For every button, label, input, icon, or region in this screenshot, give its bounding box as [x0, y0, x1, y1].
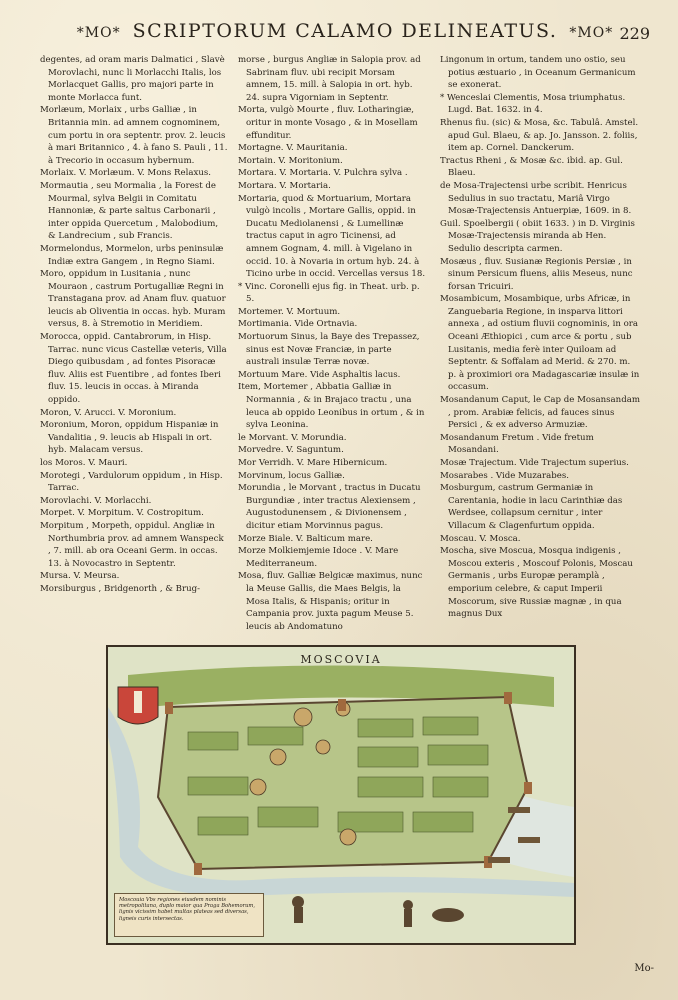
text-column-2 — [238, 54, 426, 633]
dictionary-entry: Morsiburgus , Bridgenorth , & Brug- — [40, 583, 201, 594]
dictionary-entry: Moron, V. Arucci. V. Moronium. — [40, 407, 177, 418]
dictionary-entry: Moscau. V. Mosca. — [440, 533, 521, 544]
dictionary-entry: Lingonum in ortum, tandem uno ostio, seu potius æstuario , in Oceanum Germanicum se exonerat. — [440, 55, 636, 91]
dictionary-entry: Mor Verridh. V. Mare Hibernicum. — [238, 458, 388, 468]
dictionary-entry: * Vinc. Coronelli ejus fig. in Theat. urb. p. 5. — [238, 281, 420, 305]
dictionary-entry: Mortemer. V. Mortuum. — [238, 306, 341, 317]
dictionary-entry: Mormautia , seu Mormalia , la Forest de Mourmal, sylva Belgii in Comitatu Hannoniæ, & parte saltus Carbonarii , inter oppida Quercetum , Malobodium, & Landrecium , sub Francis. — [40, 180, 219, 242]
dictionary-entry: Mortuum Mare. Vide Asphaltis lacus. — [238, 369, 401, 380]
text-column-1 — [40, 54, 228, 596]
dictionary-entry: Morlaix. V. Morlæum. V. Mons Relaxus. — [40, 168, 212, 179]
dictionary-entry: le Morvant. V. Morundia. — [238, 432, 347, 443]
dictionary-entry: Rhenus fiu. (sic) & Mosa, &c. Tabulâ. Amstel. apud Gul. Blaeu, & ap. Jo. Jansson. 2. foliis, item ap. Cornel. Danckerum. — [440, 117, 639, 154]
dictionary-entry: Mosæus , fluv. Susianæ Regionis Persiæ , in sinum Persicum fluens, aliis Meseus, nunc forsan Tricuiri. — [440, 256, 633, 292]
dictionary-entry: Mosa, fluv. Galliæ Belgicæ maximus, nunc la Meuse Gallis, die Maes Belgis, la Mosa Italis, & Hispanis; oritur in Campania prov. juxta pagum Meuse 5. leucis ab Andomatuno — [238, 571, 423, 632]
dictionary-entry: Mosburgum, castrum Germaniæ in Carentania, hodie in lacu Carinthiæ das Werdsee, collapsum cernitur , inter Villacum & Clagenfurtum oppida. — [440, 483, 623, 531]
dictionary-entry: los Moros. V. Mauri. — [40, 458, 128, 468]
dictionary-entry: Moronium, Moron, oppidum Hispaniæ in Vandalitia , 9. leucis ab Hispali in ort. hyb. Malacam versus. — [40, 420, 219, 456]
dictionary-entry: morse , burgus Angliæ in Salopia prov. ad Sabrinam fluv. ubi recipit Morsam amnem, 15. mill. à Salopia in ort. hyb. 24. supra Vigorniam in Septentr. — [238, 55, 421, 103]
map-caption-cartouche: Moscouia Vbs regiones eiusdem nominis metropolitana, duplo maior qua Praga Bohemorum, lignis vicissim habet multas plateas sed diversas, ligneis curis intersectas. — [114, 893, 264, 937]
running-header — [40, 20, 650, 48]
header-left-mark: *MO* — [76, 25, 121, 41]
dictionary-entry: Morze Biale. V. Balticum mare. — [238, 533, 373, 544]
dictionary-entry: Mormelondus, Mormelon, urbs peninsulæ Indiæ extra Gangem , in Regno Siami. — [40, 243, 224, 267]
moscow-map-illustration — [106, 645, 576, 945]
dictionary-entry: Morotegi , Vardulorum oppidum , in Hisp. Tarrac. — [40, 470, 223, 494]
dictionary-entry: Morpet. V. Morpitum. V. Costropitum. — [40, 508, 204, 519]
coat-of-arms-icon — [118, 687, 158, 724]
map-title: MOSCOVIA — [300, 653, 382, 666]
dictionary-entry: Item, Mortemer , Abbatia Galliæ in Normannia , & in Brajaco tractu , una leuca ab oppido Leonibus in ortum , & in sylva Leonina. — [238, 382, 425, 431]
dictionary-entry: Morze Molkiemjemie Idoce . V. Mare Mediterraneum. — [238, 546, 399, 569]
dictionary-entry: Morovlachi. V. Morlacchi. — [40, 495, 152, 506]
dictionary-entry: Morta, vulgò Mourte , fluv. Lotharingiæ, oritur in monte Vosago , & in Mosellam effunditur. — [238, 105, 418, 141]
dictionary-entry: Mortara. V. Mortaria. — [238, 180, 331, 191]
page-number: 229 — [619, 24, 650, 43]
dictionary-entry: Mursa. V. Meursa. — [40, 571, 120, 582]
dictionary-entry: Moscha, sive Moscua, Mosqua indigenis , Moscou exteris , Moscouf Polonis, Moscau Germanis , urbs Europæ peramplà , emporium celebre, & caput Imperii Moscorum, sive Russiæ magnæ , in qua magnus Dux — [440, 546, 633, 620]
dictionary-entry: Tractus Rheni , & Mosæ &c. ibid. ap. Gul. Blaeu. — [440, 155, 623, 179]
dictionary-entry: Mosandanum Fretum . Vide fretum Mosandani. — [440, 432, 594, 456]
dictionary-entry: Mortaria, quod & Mortuarium, Mortara vulgò incolis , Mortare Gallis, oppid. in Ducatu Mediolanensi , & Lumellinæ tractus caput in agro Ticinensi, ad amnem Gognam, 4. mill. à Vigelano in occid. 10. à Novaria in ortum hyb. 24. à Ticino urbe in occid. Vercellas versus 18. — [238, 193, 426, 280]
dictionary-entry: Mortagne. V. Mauritania. — [238, 143, 348, 154]
dictionary-entry: degentes, ad oram maris Dalmatici , Slavè Morovlachi, nunc li Morlacchi Italis, los Morlacquet Gallis, pro majori parte in monte Morlacca funt. — [40, 55, 225, 103]
dictionary-entry: Moro, oppidum in Lusitania , nunc Mouraon , castrum Portugalliæ Regni in Transtagana prov. ad Anam fluv. quatuor leucis ab Oliventia in occas. hyb. Muram versus, 8. à Stremotio in Meridiem. — [40, 269, 226, 330]
header-title: SCRIPTORUM CALAMO DELINEATUS. — [132, 20, 558, 42]
dictionary-entry: Mosæ Trajectum. Vide Trajectum superius. — [440, 458, 629, 468]
dictionary-entry: Morundia , le Morvant , tractus in Ducatu Burgundiæ , inter tractus Alexiensem , Augustodunensem , & Divionensem , dicitur etiam Morvinnus pagus. — [238, 483, 421, 531]
dictionary-entry: Morvedre. V. Saguntum. — [238, 445, 344, 456]
dictionary-entry: Mortuorum Sinus, la Baye des Trepassez, sinus est Novæ Franciæ, in parte australi insulæ Terræ novæ. — [238, 332, 420, 368]
dictionary-entry: Morocca, oppid. Cantabrorum, in Hisp. Tarrac. nunc vicus Castellæ veteris, Villa Diego quibusdam , ad fontes Pisoracæ fluv. Aliis est Fuentibre , ad fontes Iberi fluv. 15. leucis in occas. à Miranda oppido. — [40, 332, 227, 406]
dictionary-entry: Mortara. V. Mortaria. V. Pulchra sylva . — [238, 168, 408, 179]
dictionary-entry: Mortain. V. Moritonium. — [238, 155, 343, 166]
header-right-mark: *MO* — [569, 25, 614, 41]
dictionary-entry: Mosandanum Caput, le Cap de Mosansandam , prom. Arabiæ felicis, ad fauces sinus Persici , & ex adverso Armuziæ. — [440, 395, 640, 431]
catchword: Mo- — [634, 963, 654, 974]
dictionary-entry: Mortimania. Vide Ortnavia. — [238, 319, 358, 330]
text-column-3 — [440, 54, 640, 621]
dictionary-entry: * Wenceslai Clementis, Mosa triumphatus. Lugd. Bat. 1632. in 4. — [440, 92, 626, 116]
dictionary-entry: Mosambicum, Mosambique, urbs Africæ, in Zanguebaria Regione, in insparva littori annexa , ad ostium fluvii cognominis, in ora Oceani Æthiopici , cum arce & portu , sub Lusitanis, media ferè inter Quiloam ad Septentr. & Soffalam ad Merid. & 270. m. p. à proximiori ora Madagascariæ insulæ in occasum. — [440, 294, 640, 393]
dictionary-entry: de Mosa-Trajectensi urbe scribit. Henricus Sedulius in suo tractatu, Mariâ Virgo Mosæ-Trajectensis Antuerpiæ, 1609. in 8. — [440, 180, 632, 217]
dictionary-entry: Morpitum , Morpeth, oppidul. Angliæ in Northumbria prov. ad amnem Wanspeck , 7. mill. ab ora Oceani Germ. in occas. 13. à Novocastro in Septentr. — [40, 520, 224, 569]
dictionary-entry: Mosarabes . Vide Muzarabes. — [440, 470, 569, 481]
dictionary-entry: Morvinum, locus Galliæ. — [238, 470, 345, 481]
dictionary-entry: Morlæum, Morlaix , urbs Galliæ , in Britannia min. ad amnem cognominem, cum portu in ora septentr. prov. 2. leucis à mari Britannico , 4. à fano S. Pauli , 11. à Trecorio in occasum hybernum. — [40, 105, 228, 166]
dictionary-entry: Guil. Spoelbergii ( obiit 1633. ) in D. Virginis Mosæ-Trajectensis miranda ab Hen. Sedulio descripta carmen. — [440, 218, 635, 254]
